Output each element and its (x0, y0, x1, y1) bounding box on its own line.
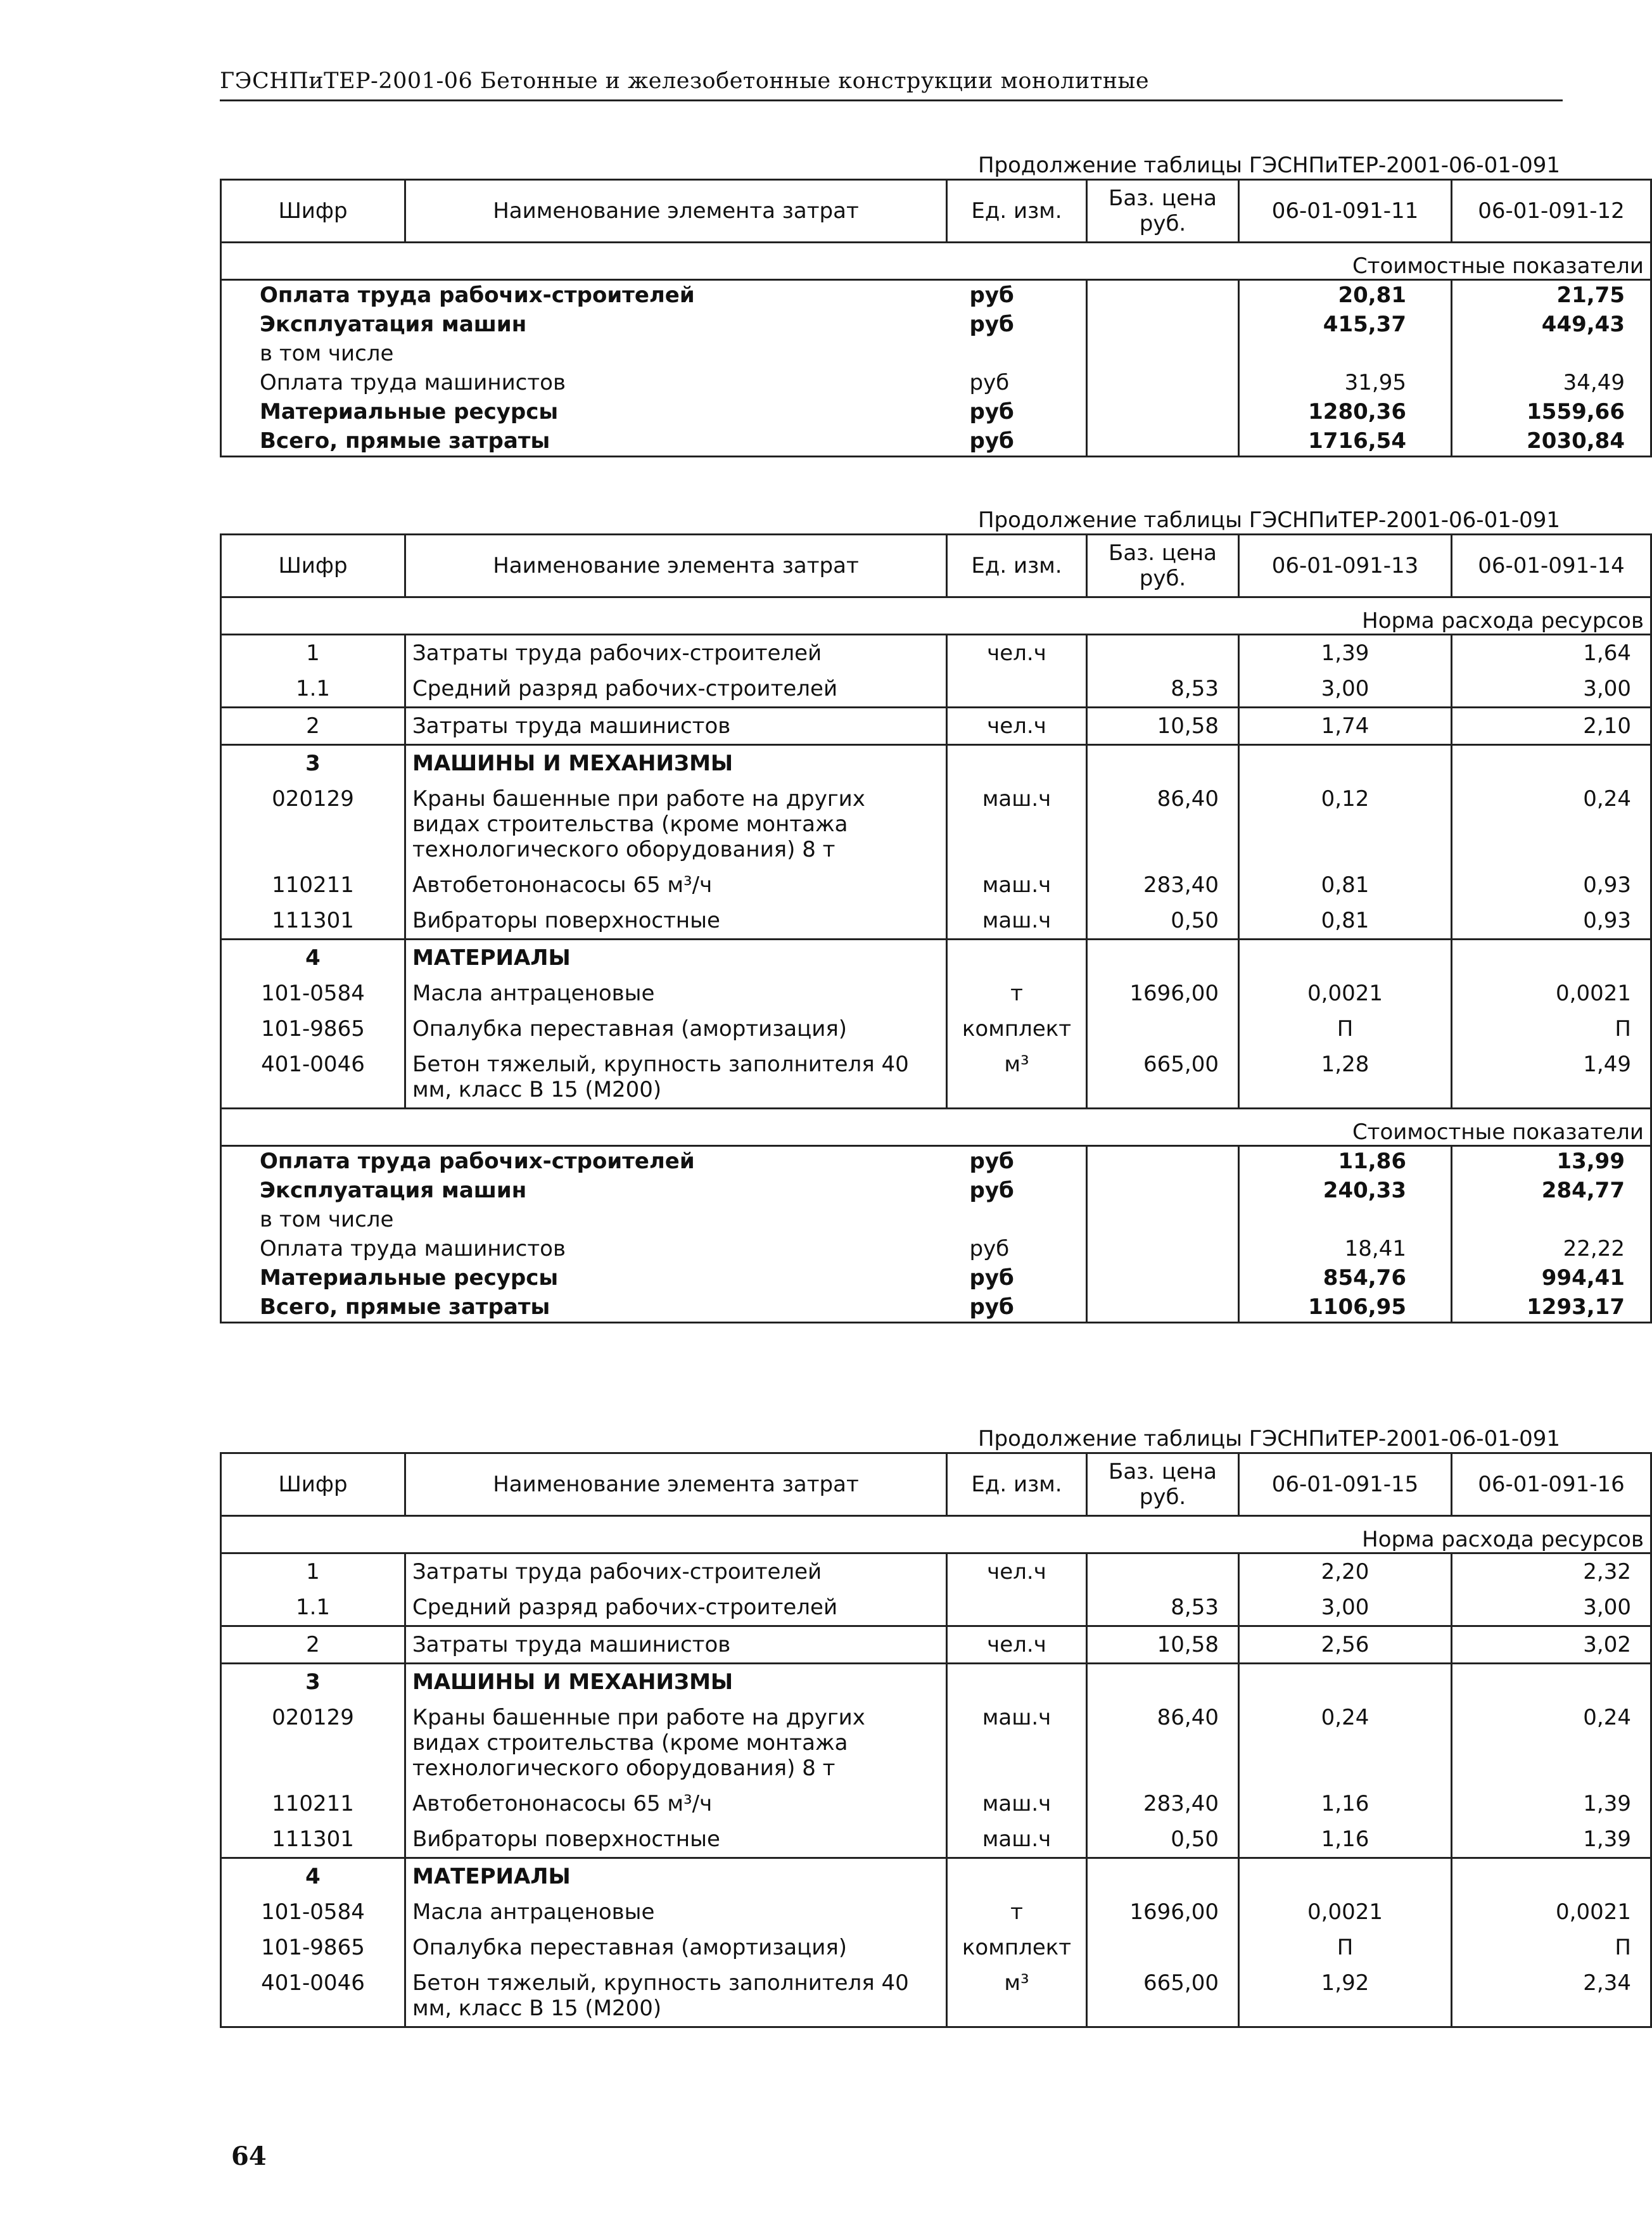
row-price (1087, 310, 1239, 339)
table-caption: Продолжение таблицы ГЭСНПиТЕР-2001-06-01-091 (977, 1426, 1560, 1451)
row-price: 1696,00 (1087, 976, 1239, 1011)
row-price (1087, 368, 1239, 397)
row-name: Эксплуатация машин (221, 1176, 947, 1205)
row-norm-1: 0,24 (1239, 1700, 1452, 1786)
table-row (221, 1894, 1651, 1930)
row-name: Эксплуатация машин (221, 310, 947, 339)
table-row (221, 708, 1651, 745)
row-norm-1: 2,56 (1239, 1626, 1452, 1664)
row-name: в том числе (221, 339, 947, 368)
row-price: 1696,00 (1087, 1894, 1239, 1930)
col-code-header: Шифр (221, 1453, 405, 1516)
row-price: 10,58 (1087, 1626, 1239, 1664)
row-norm-1: 1,92 (1239, 1965, 1452, 2027)
row-name: Всего, прямые затраты (221, 426, 947, 457)
row-value-1: 31,95 (1239, 368, 1452, 397)
table-row (221, 745, 1651, 782)
page-number: 64 (231, 2141, 267, 2171)
row-norm-1: 0,0021 (1239, 976, 1452, 1011)
table-row (221, 1590, 1651, 1626)
row-price: 86,40 (1087, 1700, 1239, 1786)
row-price (1087, 339, 1239, 368)
table-row (221, 1786, 1651, 1821)
row-name: Материальные ресурсы (221, 1263, 947, 1292)
row-name: Средний разряд рабочих-строителей (405, 1590, 947, 1626)
row-norm-2 (1452, 1858, 1651, 1895)
row-code: 1.1 (221, 671, 405, 708)
row-name: Средний разряд рабочих-строителей (405, 671, 947, 708)
table-row (221, 1011, 1651, 1047)
row-price (1087, 426, 1239, 457)
table-row (221, 339, 1651, 368)
table-row (221, 397, 1651, 426)
row-unit: комплект (947, 1011, 1087, 1047)
table-row (221, 426, 1651, 457)
row-code: 020129 (221, 781, 405, 867)
section-row (221, 1109, 1651, 1146)
row-unit: руб (947, 397, 1087, 426)
col-unit-header: Ед. изм. (947, 1453, 1087, 1516)
row-norm-2: 2,32 (1452, 1553, 1651, 1590)
row-unit: маш.ч (947, 903, 1087, 940)
row-name: Затраты труда машинистов (405, 1626, 947, 1664)
row-code: 1 (221, 1553, 405, 1590)
table-row (221, 1553, 1651, 1590)
row-name: Оплата труда рабочих-строителей (221, 280, 947, 310)
row-unit: чел.ч (947, 708, 1087, 745)
row-norm-2 (1452, 1664, 1651, 1700)
row-price (1087, 635, 1239, 672)
row-price (1087, 397, 1239, 426)
row-name: Материальные ресурсы (221, 397, 947, 426)
row-code: 101-0584 (221, 1894, 405, 1930)
row-value-1: 1716,54 (1239, 426, 1452, 457)
row-value-2 (1452, 1205, 1651, 1234)
table-row (221, 368, 1651, 397)
row-norm-2 (1452, 940, 1651, 976)
row-norm-1: 3,00 (1239, 1590, 1452, 1626)
row-name: Бетон тяжелый, крупность заполнителя 40 мм, класс В 15 (М200) (405, 1965, 947, 2027)
row-norm-2: 0,93 (1452, 903, 1651, 940)
row-norm-2: 0,93 (1452, 867, 1651, 903)
table-row (221, 1292, 1651, 1323)
row-unit: маш.ч (947, 1786, 1087, 1821)
table-header-row (221, 180, 1651, 243)
row-code: 401-0046 (221, 1047, 405, 1109)
section-row (221, 243, 1651, 280)
table-row (221, 1146, 1651, 1177)
row-value-1: 1280,36 (1239, 397, 1452, 426)
table-row (221, 1930, 1651, 1965)
row-price: 86,40 (1087, 781, 1239, 867)
row-price: 665,00 (1087, 1965, 1239, 2027)
row-unit: руб (947, 280, 1087, 310)
row-value-1 (1239, 339, 1452, 368)
row-value-1: 11,86 (1239, 1146, 1452, 1177)
col-name-header: Наименование элемента затрат (405, 1453, 947, 1516)
row-name: Затраты труда рабочих-строителей (405, 635, 947, 672)
col-norm1-header: 06-01-091-15 (1239, 1453, 1452, 1516)
table-caption: Продолжение таблицы ГЭСНПиТЕР-2001-06-01-091 (977, 153, 1560, 178)
section-label: Норма расхода ресурсов (221, 597, 1651, 635)
row-unit: маш.ч (947, 867, 1087, 903)
row-norm-2: 1,49 (1452, 1047, 1651, 1109)
col-price-header: Баз. цена руб. (1087, 180, 1239, 243)
table-row (221, 781, 1651, 867)
row-norm-1: 3,00 (1239, 671, 1452, 708)
table-header-row (221, 1453, 1651, 1516)
row-unit (947, 1205, 1087, 1234)
row-price (1087, 745, 1239, 782)
row-code: 4 (221, 1858, 405, 1895)
row-unit: маш.ч (947, 781, 1087, 867)
row-price: 10,58 (1087, 708, 1239, 745)
row-name: в том числе (221, 1205, 947, 1234)
row-name: Масла антраценовые (405, 976, 947, 1011)
row-norm-2: 3,00 (1452, 671, 1651, 708)
row-name: Вибраторы поверхностные (405, 1821, 947, 1858)
row-norm-1: П (1239, 1011, 1452, 1047)
row-norm-1: 1,16 (1239, 1786, 1452, 1821)
norms-table (220, 533, 1652, 1323)
row-price (1087, 1930, 1239, 1965)
col-unit-header: Ед. изм. (947, 535, 1087, 597)
row-value-1: 854,76 (1239, 1263, 1452, 1292)
col-norm2-header: 06-01-091-12 (1452, 180, 1651, 243)
row-price (1087, 1292, 1239, 1323)
row-name: Масла антраценовые (405, 1894, 947, 1930)
header-rule (220, 99, 1563, 101)
row-norm-2: П (1452, 1930, 1651, 1965)
row-value-2: 34,49 (1452, 368, 1651, 397)
row-unit (947, 671, 1087, 708)
row-price: 0,50 (1087, 1821, 1239, 1858)
row-name: Оплата труда машинистов (221, 1234, 947, 1263)
row-norm-2: 3,00 (1452, 1590, 1651, 1626)
row-norm-1: 0,12 (1239, 781, 1452, 867)
row-code: 401-0046 (221, 1965, 405, 2027)
row-code: 110211 (221, 1786, 405, 1821)
row-name: Всего, прямые затраты (221, 1292, 947, 1323)
row-norm-1: 0,0021 (1239, 1894, 1452, 1930)
row-unit: руб (947, 1176, 1087, 1205)
table-row (221, 903, 1651, 940)
row-norm-2: 1,39 (1452, 1786, 1651, 1821)
row-norm-2: 0,24 (1452, 781, 1651, 867)
row-unit: руб (947, 1292, 1087, 1323)
row-price: 0,50 (1087, 903, 1239, 940)
row-norm-1 (1239, 1664, 1452, 1700)
col-unit-header: Ед. изм. (947, 180, 1087, 243)
row-value-2: 21,75 (1452, 280, 1651, 310)
row-norm-1: 1,28 (1239, 1047, 1452, 1109)
row-price (1087, 1234, 1239, 1263)
table-header-row (221, 535, 1651, 597)
row-value-2: 1293,17 (1452, 1292, 1651, 1323)
col-norm2-header: 06-01-091-16 (1452, 1453, 1651, 1516)
col-norm1-header: 06-01-091-11 (1239, 180, 1452, 243)
row-unit: маш.ч (947, 1700, 1087, 1786)
row-name: Затраты труда машинистов (405, 708, 947, 745)
row-price: 283,40 (1087, 867, 1239, 903)
document-header: ГЭСНПиТЕР-2001-06 Бетонные и железобетонные конструкции монолитные (220, 68, 1150, 94)
col-code-header: Шифр (221, 180, 405, 243)
row-value-1: 1106,95 (1239, 1292, 1452, 1323)
row-code: 101-9865 (221, 1930, 405, 1965)
row-unit: т (947, 1894, 1087, 1930)
table-block-1 (220, 152, 1644, 457)
row-price (1087, 280, 1239, 310)
table-row (221, 1047, 1651, 1109)
table-row (221, 1263, 1651, 1292)
row-price (1087, 1664, 1239, 1700)
row-name: Краны башенные при работе на других видах строительства (кроме монтажа технологического оборудования) 8 т (405, 781, 947, 867)
row-unit (947, 940, 1087, 976)
row-unit: руб (947, 368, 1087, 397)
row-norm-1: 1,39 (1239, 635, 1452, 672)
row-name: МАШИНЫ И МЕХАНИЗМЫ (405, 745, 947, 782)
row-value-2: 1559,66 (1452, 397, 1651, 426)
row-norm-1 (1239, 940, 1452, 976)
row-name: Бетон тяжелый, крупность заполнителя 40 мм, класс В 15 (М200) (405, 1047, 947, 1109)
row-value-2: 994,41 (1452, 1263, 1651, 1292)
row-unit (947, 1590, 1087, 1626)
row-norm-1: 1,16 (1239, 1821, 1452, 1858)
row-code: 4 (221, 940, 405, 976)
row-name: Автобетононасосы 65 м³/ч (405, 867, 947, 903)
row-name: Краны башенные при работе на других видах строительства (кроме монтажа технологического оборудования) 8 т (405, 1700, 947, 1786)
row-unit: чел.ч (947, 1626, 1087, 1664)
row-unit: чел.ч (947, 635, 1087, 672)
row-unit: комплект (947, 1930, 1087, 1965)
row-value-2: 22,22 (1452, 1234, 1651, 1263)
row-code: 3 (221, 1664, 405, 1700)
row-norm-2: 2,10 (1452, 708, 1651, 745)
col-name-header: Наименование элемента затрат (405, 180, 947, 243)
table-row (221, 635, 1651, 672)
table-row (221, 1664, 1651, 1700)
table-row (221, 1626, 1651, 1664)
row-value-1: 18,41 (1239, 1234, 1452, 1263)
row-code: 1.1 (221, 1590, 405, 1626)
row-unit: т (947, 976, 1087, 1011)
row-name: Затраты труда рабочих-строителей (405, 1553, 947, 1590)
row-value-2: 2030,84 (1452, 426, 1651, 457)
row-unit: руб (947, 1146, 1087, 1177)
row-unit (947, 1664, 1087, 1700)
row-norm-2: 2,34 (1452, 1965, 1651, 2027)
table-row (221, 1234, 1651, 1263)
row-value-1: 415,37 (1239, 310, 1452, 339)
norms-table (220, 1452, 1652, 2028)
section-label: Стоимостные показатели (221, 1109, 1651, 1146)
row-name: МАШИНЫ И МЕХАНИЗМЫ (405, 1664, 947, 1700)
table-row (221, 1700, 1651, 1786)
row-unit (947, 745, 1087, 782)
row-price (1087, 1011, 1239, 1047)
row-norm-1: 2,20 (1239, 1553, 1452, 1590)
row-price (1087, 1146, 1239, 1177)
col-price-header: Баз. цена руб. (1087, 535, 1239, 597)
row-unit: руб (947, 1263, 1087, 1292)
row-unit: руб (947, 426, 1087, 457)
table-caption: Продолжение таблицы ГЭСНПиТЕР-2001-06-01-091 (977, 507, 1560, 533)
row-name: Опалубка переставная (амортизация) (405, 1930, 947, 1965)
row-norm-1: 0,81 (1239, 903, 1452, 940)
row-name: МАТЕРИАЛЫ (405, 1858, 947, 1895)
table-row (221, 976, 1651, 1011)
row-price: 8,53 (1087, 1590, 1239, 1626)
row-name: Опалубка переставная (амортизация) (405, 1011, 947, 1047)
row-norm-2: 1,39 (1452, 1821, 1651, 1858)
row-code: 2 (221, 708, 405, 745)
table-row (221, 867, 1651, 903)
row-norm-1: 1,74 (1239, 708, 1452, 745)
table-row (221, 1858, 1651, 1895)
row-price (1087, 1263, 1239, 1292)
row-unit: руб (947, 1234, 1087, 1263)
row-norm-2: П (1452, 1011, 1651, 1047)
row-code: 111301 (221, 903, 405, 940)
row-norm-1 (1239, 745, 1452, 782)
row-norm-2: 3,02 (1452, 1626, 1651, 1664)
table-row (221, 1176, 1651, 1205)
row-code: 101-9865 (221, 1011, 405, 1047)
row-price: 283,40 (1087, 1786, 1239, 1821)
norms-table (220, 179, 1652, 457)
table-row (221, 1965, 1651, 2027)
row-norm-2 (1452, 745, 1651, 782)
row-value-1: 240,33 (1239, 1176, 1452, 1205)
row-price (1087, 1858, 1239, 1895)
row-norm-1: 0,81 (1239, 867, 1452, 903)
row-name: Оплата труда рабочих-строителей (221, 1146, 947, 1177)
row-unit: м³ (947, 1965, 1087, 2027)
row-price: 665,00 (1087, 1047, 1239, 1109)
row-value-2: 284,77 (1452, 1176, 1651, 1205)
table-row (221, 671, 1651, 708)
row-price (1087, 1205, 1239, 1234)
row-price (1087, 1176, 1239, 1205)
row-code: 1 (221, 635, 405, 672)
section-row (221, 1516, 1651, 1553)
row-name: Автобетононасосы 65 м³/ч (405, 1786, 947, 1821)
row-name: Вибраторы поверхностные (405, 903, 947, 940)
row-unit (947, 1858, 1087, 1895)
row-price: 8,53 (1087, 671, 1239, 708)
row-value-2 (1452, 339, 1651, 368)
row-norm-2: 0,0021 (1452, 976, 1651, 1011)
row-norm-2: 1,64 (1452, 635, 1651, 672)
section-label: Стоимостные показатели (221, 243, 1651, 280)
row-value-2: 449,43 (1452, 310, 1651, 339)
table-row (221, 1821, 1651, 1858)
row-code: 111301 (221, 1821, 405, 1858)
row-norm-1 (1239, 1858, 1452, 1895)
row-norm-1: П (1239, 1930, 1452, 1965)
table-block-3 (220, 1425, 1644, 2028)
row-price (1087, 1553, 1239, 1590)
row-code: 020129 (221, 1700, 405, 1786)
table-row (221, 940, 1651, 976)
col-code-header: Шифр (221, 535, 405, 597)
col-norm1-header: 06-01-091-13 (1239, 535, 1452, 597)
row-unit: м³ (947, 1047, 1087, 1109)
row-name: Оплата труда машинистов (221, 368, 947, 397)
row-value-1: 20,81 (1239, 280, 1452, 310)
table-block-2 (220, 507, 1644, 1323)
row-name: МАТЕРИАЛЫ (405, 940, 947, 976)
row-unit: маш.ч (947, 1821, 1087, 1858)
row-norm-2: 0,0021 (1452, 1894, 1651, 1930)
col-price-header: Баз. цена руб. (1087, 1453, 1239, 1516)
col-name-header: Наименование элемента затрат (405, 535, 947, 597)
row-code: 101-0584 (221, 976, 405, 1011)
row-code: 2 (221, 1626, 405, 1664)
table-row (221, 280, 1651, 310)
table-row (221, 1205, 1651, 1234)
row-value-2: 13,99 (1452, 1146, 1651, 1177)
row-code: 3 (221, 745, 405, 782)
row-value-1 (1239, 1205, 1452, 1234)
row-unit: чел.ч (947, 1553, 1087, 1590)
row-code: 110211 (221, 867, 405, 903)
row-unit: руб (947, 310, 1087, 339)
table-row (221, 310, 1651, 339)
row-norm-2: 0,24 (1452, 1700, 1651, 1786)
section-row (221, 597, 1651, 635)
row-price (1087, 940, 1239, 976)
section-label: Норма расхода ресурсов (221, 1516, 1651, 1553)
row-unit (947, 339, 1087, 368)
col-norm2-header: 06-01-091-14 (1452, 535, 1651, 597)
